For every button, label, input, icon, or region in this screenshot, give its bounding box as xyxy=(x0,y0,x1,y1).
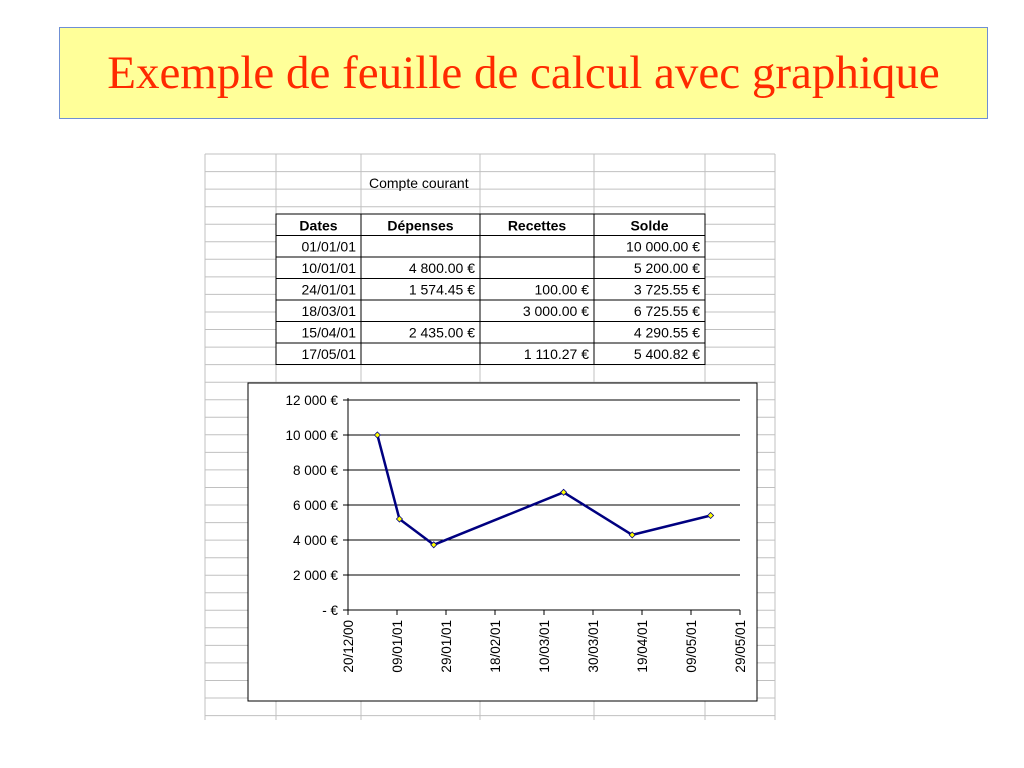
y-tick-label: - € xyxy=(322,603,338,618)
table-header-cell: Dates xyxy=(299,217,338,234)
x-tick-label: 20/12/00 xyxy=(341,620,356,673)
slide-title: Exemple de feuille de calcul avec graphique xyxy=(107,47,940,99)
x-tick-label: 29/05/01 xyxy=(733,620,748,673)
line-chart xyxy=(248,383,757,701)
table-cell: 1 110.27 € xyxy=(523,346,589,362)
y-tick-label: 12 000 € xyxy=(285,393,338,408)
x-tick-label: 09/01/01 xyxy=(390,620,405,673)
data-table xyxy=(276,214,705,365)
table-cell: 4 290.55 € xyxy=(633,324,700,341)
table-header-cell: Dépenses xyxy=(387,217,454,234)
table-cell: 24/01/01 xyxy=(301,281,356,298)
table-cell: 10 000.00 € xyxy=(626,238,700,255)
x-tick-label: 18/02/01 xyxy=(488,620,503,673)
x-tick-label: 10/03/01 xyxy=(537,620,552,673)
y-tick-label: 8 000 € xyxy=(292,463,338,478)
table-header-cell: Recettes xyxy=(507,217,567,234)
sheet-caption: Compte courant xyxy=(369,175,469,191)
table-cell: 6 725.55 € xyxy=(633,303,700,319)
x-tick-label: 09/05/01 xyxy=(684,620,699,673)
table-cell: 01/01/01 xyxy=(301,238,356,255)
table-cell: 17/05/01 xyxy=(301,346,356,362)
x-tick-label: 29/01/01 xyxy=(439,620,454,673)
table-cell: 10/01/01 xyxy=(301,260,356,276)
y-tick-label: 4 000 € xyxy=(292,533,338,548)
table-cell: 3 000.00 € xyxy=(522,303,589,319)
table-cell: 4 800.00 € xyxy=(408,260,475,276)
x-tick-label: 30/03/01 xyxy=(586,620,601,673)
y-tick-label: 2 000 € xyxy=(292,568,338,583)
table-cell: 15/04/01 xyxy=(301,324,356,341)
table-cell: 1 574.45 € xyxy=(408,281,475,298)
table-cell: 100.00 € xyxy=(534,281,589,298)
table-cell: 5 200.00 € xyxy=(633,260,700,276)
table-cell: 18/03/01 xyxy=(301,303,356,319)
table-header-cell: Solde xyxy=(630,217,669,234)
x-tick-label: 19/04/01 xyxy=(635,620,650,673)
table-cell: 3 725.55 € xyxy=(633,281,700,298)
y-tick-label: 10 000 € xyxy=(285,428,338,443)
table-cell: 5 400.82 € xyxy=(633,346,700,362)
y-tick-label: 6 000 € xyxy=(292,498,338,513)
table-cell: 2 435.00 € xyxy=(408,324,475,341)
